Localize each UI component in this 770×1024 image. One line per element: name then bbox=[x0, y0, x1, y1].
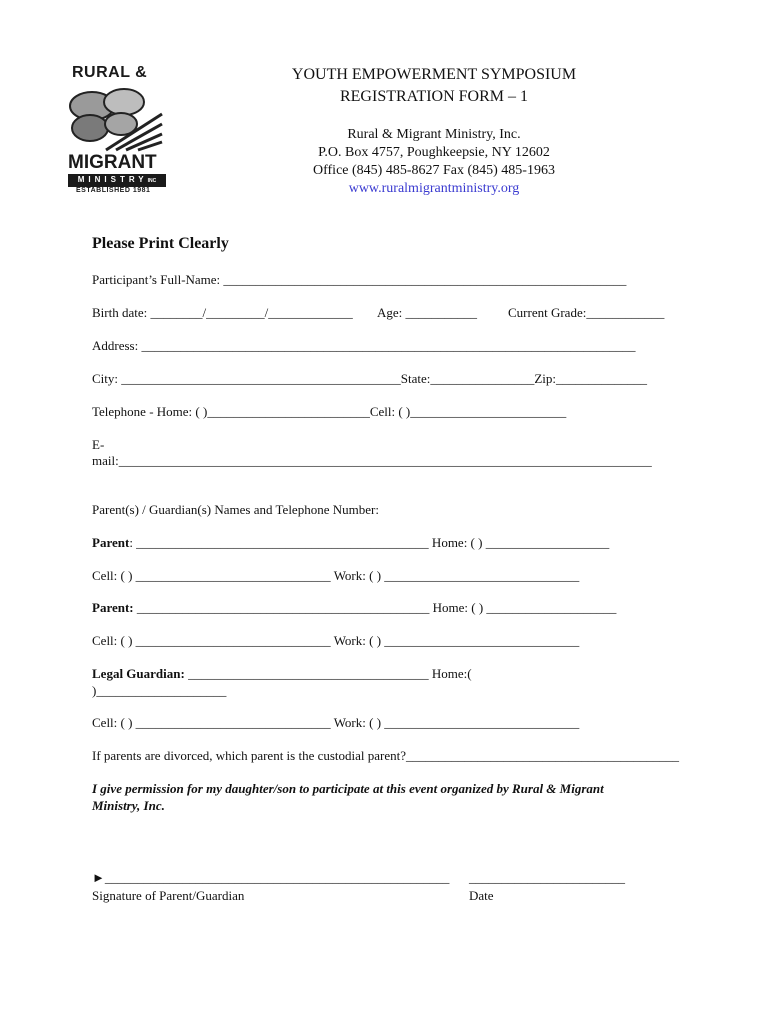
parent1-label: Parent bbox=[92, 535, 130, 550]
parent1-field[interactable]: : _____________________________________________ Home: ( ) ___________________ bbox=[129, 535, 610, 550]
telephone-field[interactable]: Telephone - Home: ( )_________________________Cell: ( )________________________ bbox=[92, 404, 567, 419]
custodial-parent-field[interactable]: If parents are divorced, which parent is the custodial parent?__________________________________________ bbox=[92, 748, 680, 763]
guardian-home-field[interactable]: )____________________ bbox=[92, 683, 227, 698]
print-clearly-heading: Please Print Clearly bbox=[92, 235, 229, 252]
email-field[interactable]: mail:__________________________________________________________________________________ bbox=[92, 453, 652, 468]
age-field[interactable]: Age: ___________ bbox=[377, 305, 478, 320]
date-label: Date bbox=[469, 888, 494, 903]
parent2-row[interactable] bbox=[92, 600, 616, 616]
org-name: Rural & Migrant Ministry, Inc. bbox=[347, 127, 521, 142]
city-state-zip-field[interactable]: City: ___________________________________________State:________________Zip:______________ bbox=[92, 371, 648, 386]
guardian-label: Legal Guardian: bbox=[92, 666, 185, 681]
participant-fullname-field[interactable]: Participant’s Full-Name: ______________________________________________________________ bbox=[92, 272, 627, 287]
address-field[interactable]: Address: ____________________________________________________________________________ bbox=[92, 338, 636, 353]
logo-established: ESTABLISHED 1981 bbox=[76, 187, 151, 194]
parent1-row[interactable] bbox=[92, 535, 609, 551]
logo-bar-text: MINISTRY bbox=[77, 175, 148, 184]
signature-field[interactable]: ►_____________________________________________________ bbox=[92, 870, 450, 885]
date-field[interactable]: ________________________ bbox=[469, 870, 625, 885]
guardian-field[interactable]: _____________________________________ Home:( bbox=[184, 666, 472, 681]
org-website-link[interactable]: www.ruralmigrantministry.org bbox=[348, 181, 520, 196]
leaf-illustration-icon bbox=[66, 84, 166, 152]
parent1-cell-work-field[interactable]: Cell: ( ) ______________________________ Work: ( ) ______________________________ bbox=[92, 568, 580, 583]
logo-ministry-bar bbox=[68, 174, 166, 187]
permission-statement-line2: Ministry, Inc. bbox=[92, 798, 165, 813]
org-po-box: P.O. Box 4757, Poughkeepsie, NY 12602 bbox=[318, 145, 550, 160]
parent2-field[interactable]: _____________________________________________ Home: ( ) ____________________ bbox=[133, 600, 617, 615]
logo-bar-suffix: INC bbox=[147, 178, 157, 184]
parent2-cell-work-field[interactable]: Cell: ( ) ______________________________ Work: ( ) ______________________________ bbox=[92, 633, 580, 648]
current-grade-field[interactable]: Current Grade:____________ bbox=[508, 305, 665, 320]
organization-logo bbox=[66, 64, 174, 194]
email-label-line1: E- bbox=[92, 437, 105, 452]
guardian-row[interactable] bbox=[92, 666, 472, 682]
guardian-cell-work-field[interactable]: Cell: ( ) ______________________________ Work: ( ) ______________________________ bbox=[92, 715, 580, 730]
org-phone-fax: Office (845) 485-8627 Fax (845) 485-1963 bbox=[313, 163, 555, 178]
parents-heading: Parent(s) / Guardian(s) Names and Telephone Number: bbox=[92, 502, 379, 517]
parent2-label: Parent: bbox=[92, 600, 134, 615]
form-subtitle: REGISTRATION FORM – 1 bbox=[339, 88, 528, 105]
form-title: YOUTH EMPOWERMENT SYMPOSIUM bbox=[291, 66, 577, 83]
logo-line2: MIGRANT bbox=[68, 152, 157, 173]
signature-label: Signature of Parent/Guardian bbox=[92, 888, 245, 903]
permission-statement-line1: I give permission for my daughter/son to participate at this event organized by Rural & Migrant bbox=[92, 781, 604, 796]
birth-date-field[interactable]: Birth date: ________/_________/_____________ bbox=[92, 305, 353, 320]
logo-line1: RURAL & bbox=[72, 64, 148, 81]
